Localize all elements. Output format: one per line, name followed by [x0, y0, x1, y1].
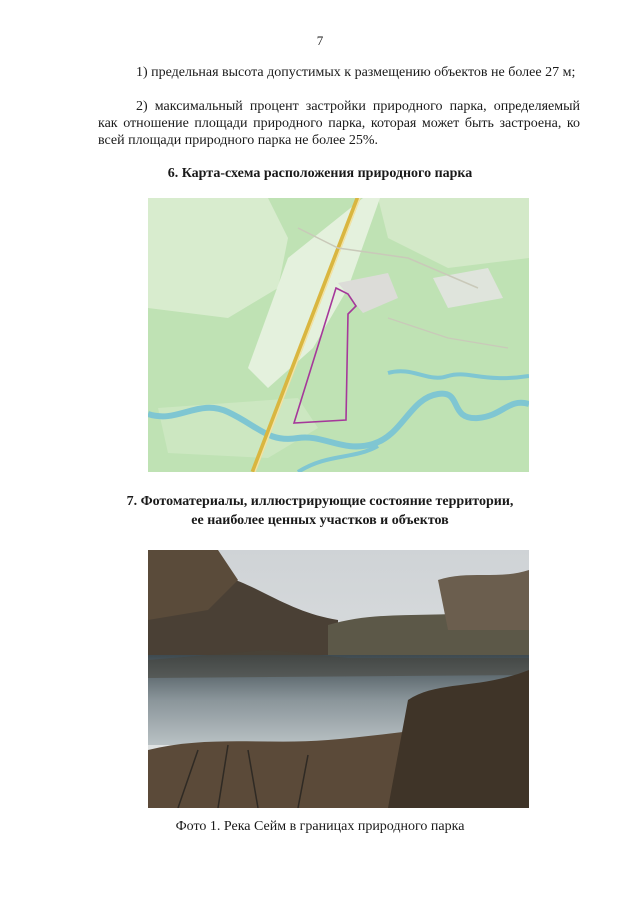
park-location-map: [148, 198, 529, 472]
section-7-heading-line-2: ее наиболее ценных участков и объектов: [191, 513, 449, 528]
page-number: 7: [316, 33, 324, 48]
paragraph-height-limit: 1) предельная высота допустимых к размещению объектов не более 27 м;: [136, 65, 576, 80]
photo-caption: Фото 1. Река Сейм в границах природного парка: [175, 819, 465, 834]
photo-right-tree-canopy: [438, 570, 529, 630]
section-7-heading-line-1: 7. Фотоматериалы, иллюстрирующие состояние территории,: [126, 494, 514, 509]
photo-image: [148, 550, 529, 808]
map-image: [148, 198, 529, 472]
section-6-heading: 6. Карта-схема расположения природного парка: [167, 166, 473, 181]
river-photo: [148, 550, 529, 808]
paragraph-building-percent: 2) максимальный процент застройки природного парка, определяемый как отношение площади природного парка, которая может быть застроена, ко всей площади природного парка не более 25%.: [98, 99, 580, 148]
section-7-heading: [0, 492, 640, 530]
